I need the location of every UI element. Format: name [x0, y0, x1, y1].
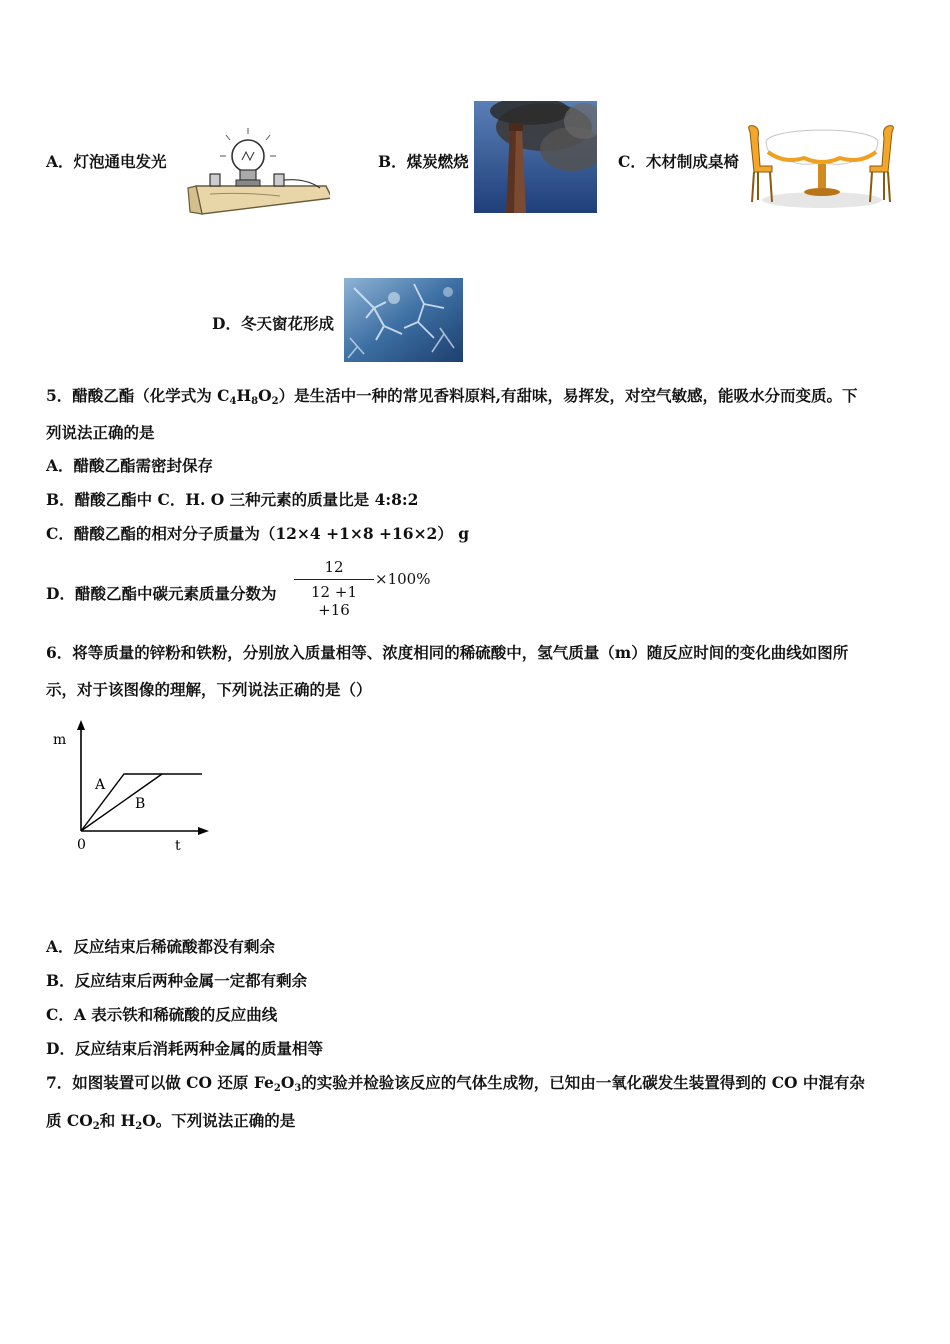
q5-option-b: B．醋酸乙酯中 C．H. O 三种元素的质量比是 4:8:2 — [46, 490, 419, 509]
q5-stem-line2: 列说法正确的是 — [46, 423, 155, 442]
q4-option-c: C．木材制成桌椅 — [618, 152, 739, 171]
q5-stem-h: H — [236, 386, 252, 405]
wooden-table-chairs-image — [744, 122, 898, 212]
y-axis-arrow — [77, 720, 85, 730]
hydrogen-mass-time-graph — [44, 716, 216, 856]
curve-b — [81, 774, 162, 831]
q6-option-a: A．反应结束后稀硫酸都没有剩余 — [46, 937, 276, 956]
curve-a-label: A — [95, 777, 106, 793]
q7-line2-post: O。下列说法正确的是 — [142, 1111, 296, 1130]
q6-option-b: B．反应结束后两种金属一定都有剩余 — [46, 971, 308, 990]
q6-option-d: D．反应结束后消耗两种金属的质量相等 — [46, 1039, 323, 1058]
winter-window-frost-image — [344, 278, 463, 362]
coal-chimney-smoke-image — [474, 101, 597, 213]
fraction-denominator: 12 +1 +16 — [311, 583, 357, 619]
q5-sub-8: 8 — [251, 396, 259, 407]
q6-stem-line1: 6．将等质量的锌粉和铁粉，分别放入质量相等、浓度相同的稀硫酸中，氢气质量（m）随反应时间的变化曲线如图所 — [46, 643, 849, 662]
q6-option-c: C．A 表示铁和稀硫酸的反应曲线 — [46, 1005, 278, 1024]
q7-stem-pre: 7．如图装置可以做 CO 还原 Fe — [46, 1073, 274, 1092]
fraction-numerator: 12 — [294, 558, 374, 580]
q5-sub-2: 2 — [271, 396, 279, 407]
q7-stem-line2 — [46, 1111, 295, 1131]
q7-stem-line1 — [46, 1073, 865, 1093]
x-axis-label: t — [175, 838, 181, 854]
q5-sub-4: 4 — [229, 396, 237, 407]
q7-sub-co2: 2 — [92, 1121, 100, 1132]
q5-stem-pre: 5．醋酸乙酯（化学式为 C — [46, 386, 230, 405]
mass-fraction — [294, 558, 374, 619]
q5-stem-o: O — [258, 386, 272, 405]
origin-label: 0 — [77, 837, 86, 853]
q4-option-a: A．灯泡通电发光 — [46, 152, 167, 171]
q7-sub-h2: 2 — [135, 1121, 143, 1132]
curve-b-label: B — [135, 796, 146, 812]
x-axis-arrow — [198, 827, 209, 835]
fraction-times-percent: ×100% — [375, 570, 431, 588]
lightbulb-circuit-image — [184, 128, 330, 216]
q7-sub-2: 2 — [273, 1083, 281, 1094]
q5-option-a: A．醋酸乙酯需密封保存 — [46, 456, 214, 475]
q7-stem-o: O — [280, 1073, 295, 1092]
q5-option-c: C．醋酸乙酯的相对分子质量为（12×4 +1×8 +16×2） g — [46, 524, 470, 543]
q4-option-b: B．煤炭燃烧 — [378, 152, 469, 171]
q7-line2-mid: 和 H — [99, 1111, 136, 1130]
q5-stem-post: ）是生活中一种的常见香料原料,有甜味，易挥发，对空气敏感，能吸水分而变质。下 — [278, 386, 858, 405]
q6-stem-line2: 示，对于该图像的理解，下列说法正确的是（） — [46, 680, 372, 699]
q5-stem-line1 — [46, 386, 858, 406]
q5-option-d: D．醋酸乙酯中碳元素质量分数为 — [46, 584, 277, 603]
q7-stem-post: 的实验并检验该反应的气体生成物，已知由一氧化碳发生装置得到的 CO 中混有杂 — [301, 1073, 865, 1092]
q4-option-d: D．冬天窗花形成 — [212, 314, 334, 333]
q7-sub-3: 3 — [294, 1083, 302, 1094]
q7-line2-pre: 质 CO — [46, 1111, 93, 1130]
y-axis-label: m — [53, 732, 67, 748]
